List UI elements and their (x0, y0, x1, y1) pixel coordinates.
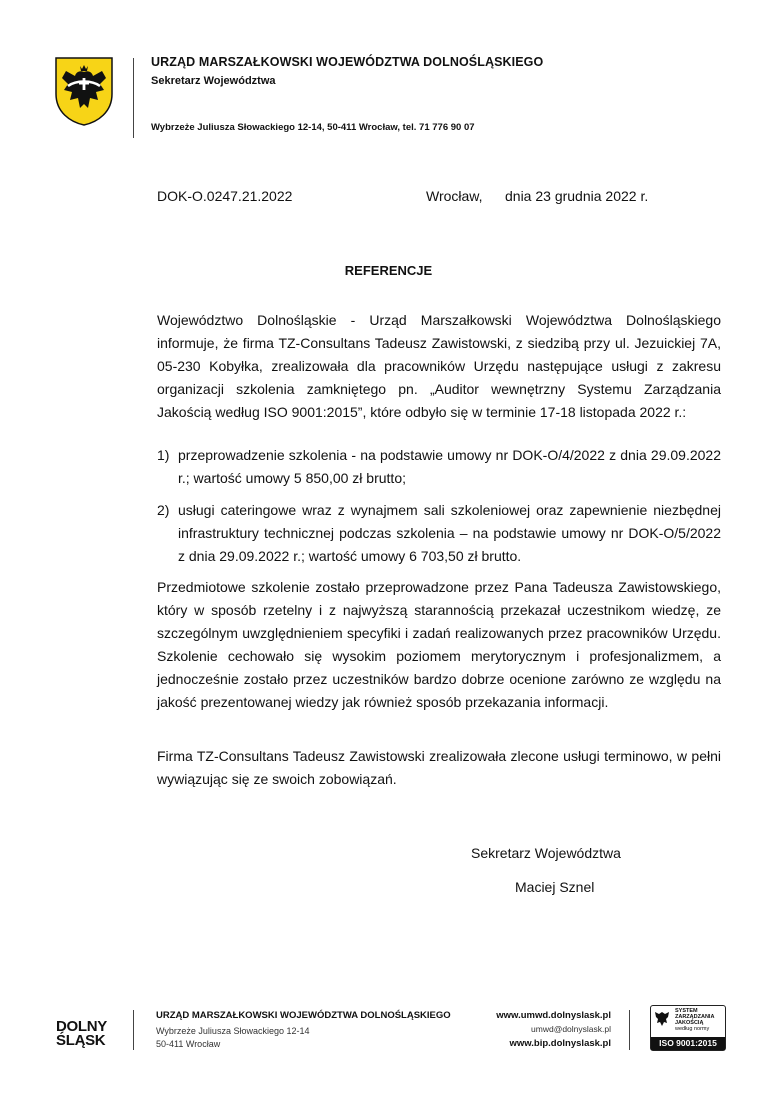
signature-name: Maciej Sznel (515, 879, 595, 895)
closing-paragraph: Firma TZ-Consultans Tadeusz Zawistowski zrealizowała zlecone usługi terminowo, w pełni wywiązując się ze swoich zobowiązań. (157, 748, 721, 787)
logo-line-2: ŚLĄSK (56, 1032, 106, 1049)
header-divider (133, 58, 134, 138)
footer-divider (133, 1010, 134, 1050)
iso-standard-label: ISO 9001:2015 (651, 1037, 725, 1050)
list-item (157, 499, 721, 568)
footer-website-link[interactable]: www.umwd.dolnyslask.pl (496, 1010, 611, 1021)
list-text: usługi cateringowe wraz z wynajmem sali szkoleniowej oraz zapewnienie niezbędnej infrastruktury technicznej podczas szkolenia – na podstawie umowy nr DOK-O/5/2022 z dnia 29.09.2022 r.; wartość umowy 6 703,50 zł brutto. (178, 502, 721, 564)
dolny-slask-logo (56, 1020, 107, 1048)
header-department: Sekretarz Województwa (151, 75, 276, 87)
document-heading: REFERENCJE (344, 263, 433, 278)
footer-org-name: URZĄD MARSZAŁKOWSKI WOJEWÓDZTWA DOLNOŚLĄSKIEGO (156, 1010, 451, 1021)
iso-label-line: SYSTEM (675, 1008, 698, 1014)
logo-line-1: DOLNY (56, 1018, 108, 1035)
iso-label-line: według normy (675, 1026, 710, 1032)
iso-label-line: ZARZĄDZANIA (675, 1014, 715, 1020)
footer-street: Wybrzeże Juliusza Słowackiego 12-14 (156, 1026, 310, 1036)
document-date: dnia 23 grudnia 2022 r. (505, 188, 649, 204)
list-item (157, 444, 721, 490)
footer-divider (629, 1010, 630, 1050)
list-number: 1) (157, 447, 170, 463)
intro-paragraph: Województwo Dolnośląskie - Urząd Marszałkowski Województwa Dolnośląskiego informuje, że firma TZ-Consultans Tadeusz Zawistowski, z siedzibą przy ul. Jezuickiej 7A, 05-230 Kobyłka, zrealizowała dla pracowników Urzędu następujące usługi z zakresu organizacji szkolenia zamkniętego pn. „Auditor wewnętrzny Systemu Zarządzania Jakością według ISO 9001:2015”, które odbyło się w terminie 17-18 listopada 2022 r.: (157, 312, 721, 420)
list-number: 2) (157, 502, 170, 518)
document-number: DOK-O.0247.21.2022 (157, 188, 293, 204)
iso-label (675, 1008, 714, 1032)
footer-email-link[interactable]: umwd@dolnyslask.pl (531, 1024, 611, 1034)
document-place: Wrocław, (426, 188, 483, 204)
evaluation-paragraph: Przedmiotowe szkolenie zostało przeprowadzone przez Pana Tadeusza Zawistowskiego, który w sposób rzetelny i z najwyższą starannością przekazał uczestnikom wiedzę, ze szczególnym uwzględnieniem specyfiki i zadań realizowanych przez pracowników Urzędu. Szkolenie cechowało się wysokim poziomem merytorycznym i profesjonalizmem, a jednocześnie zostało przez uczestników bardzo dobrze ocenione zarówno ze względu na jakość prezentowanej wiedzy jak również sposób przekazania informacji. (157, 579, 721, 710)
iso-label-line: JAKOŚCIĄ (675, 1020, 704, 1026)
eagle-icon (654, 1009, 670, 1029)
footer-city: 50-411 Wrocław (156, 1039, 221, 1049)
header-org-name: URZĄD MARSZAŁKOWSKI WOJEWÓDZTWA DOLNOŚLĄSKIEGO (151, 55, 544, 69)
header-address: Wybrzeże Juliusza Słowackiego 12-14, 50-411 Wrocław, tel. 71 776 90 07 (151, 122, 475, 133)
footer-bip-link[interactable]: www.bip.dolnyslask.pl (509, 1038, 611, 1049)
signature-role: Sekretarz Województwa (471, 845, 621, 861)
list-text: przeprowadzenie szkolenia - na podstawie umowy nr DOK-O/4/2022 z dnia 29.09.2022 r.; wartość umowy 5 850,00 zł brutto; (178, 447, 721, 486)
coat-of-arms-icon (54, 56, 114, 126)
